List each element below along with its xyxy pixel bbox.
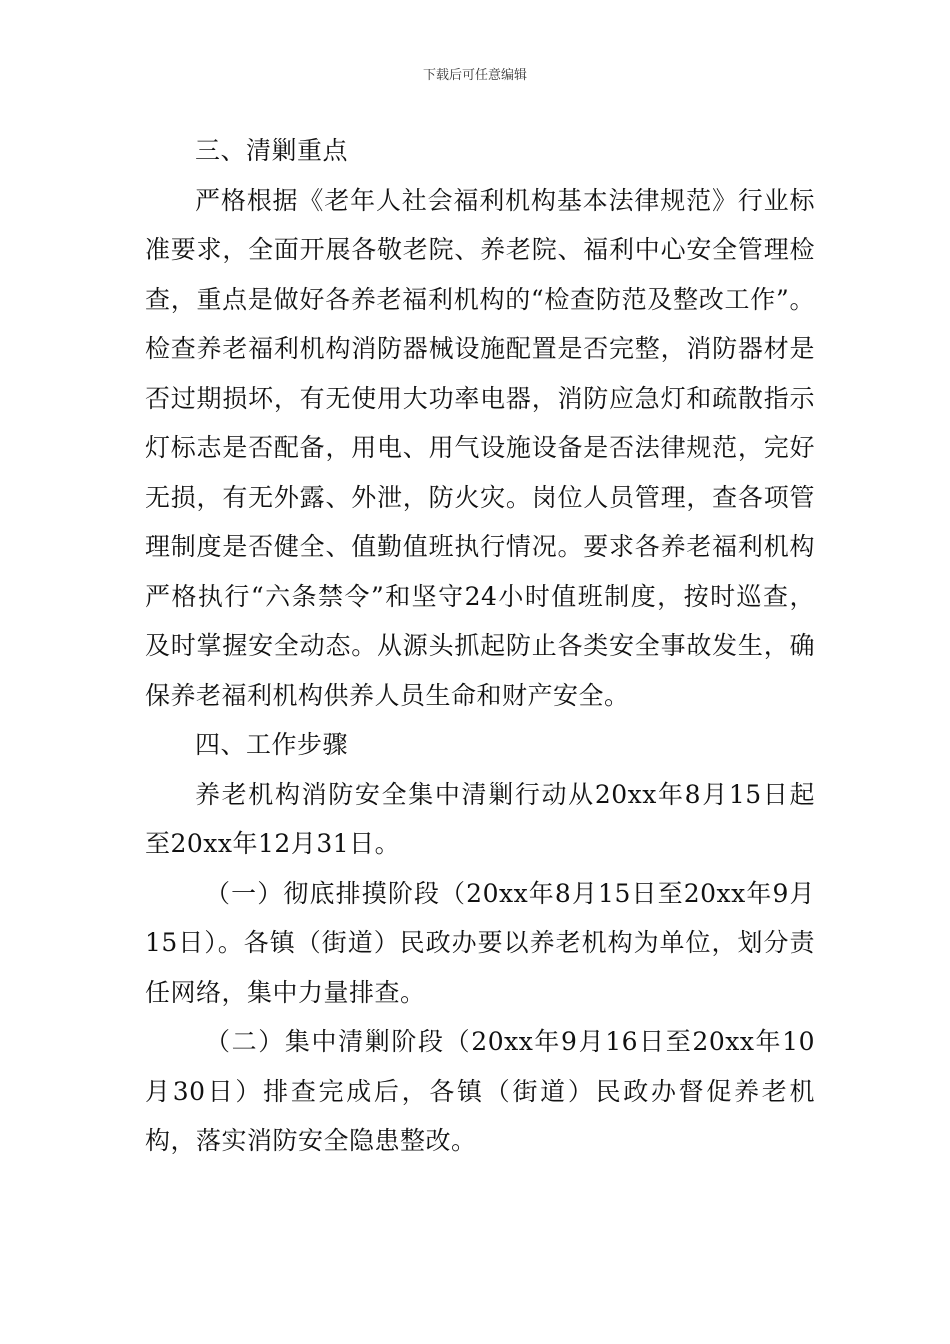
section-4-intro-paragraph: 养老机构消防安全集中清剿行动从20xx年8月15日起至20xx年12月31日。 [145, 779, 815, 858]
step-1-paragraph: （一）彻底排摸阶段（20xx年8月15日至20xx年9月15日）。各镇（街道）民政办要以养老机构为单位，划分责任网络，集中力量排查。 [145, 878, 815, 1007]
section-3-paragraph: 严格根据《老年人社会福利机构基本法律规范》行业标准要求，全面开展各敬老院、养老院、福利中心安全管理检查，重点是做好各养老福利机构的“检查防范及整改工作”。检查养老福利机构消防器械设施配置是否完整，消防器材是否过期损坏，有无使用大功率电器，消防应急灯和疏散指示灯标志是否配备，用电、用气设施设备是否法律规范，完好无损，有无外露、外泄，防火灾。岗位人员管理，查各项管理制度是否健全、值勤值班执行情况。要求各养老福利机构严格执行“六条禁令”和坚守24小时值班制度，按时巡查，及时掌握安全动态。从源头抓起防止各类安全事故发生，确保养老福利机构供养人员生命和财产安全。 [145, 185, 815, 710]
step-2-paragraph: （二）集中清剿阶段（20xx年9月16日至20xx年10月30日）排查完成后，各镇（街道）民政办督促养老机构，落实消防安全隐患整改。 [145, 1027, 815, 1155]
page-header-note: 下载后可任意编辑 [422, 68, 527, 83]
section-3-heading: 三、清剿重点 [195, 136, 349, 165]
section-4-heading: 四、工作步骤 [195, 730, 349, 759]
document-body [145, 126, 815, 1166]
